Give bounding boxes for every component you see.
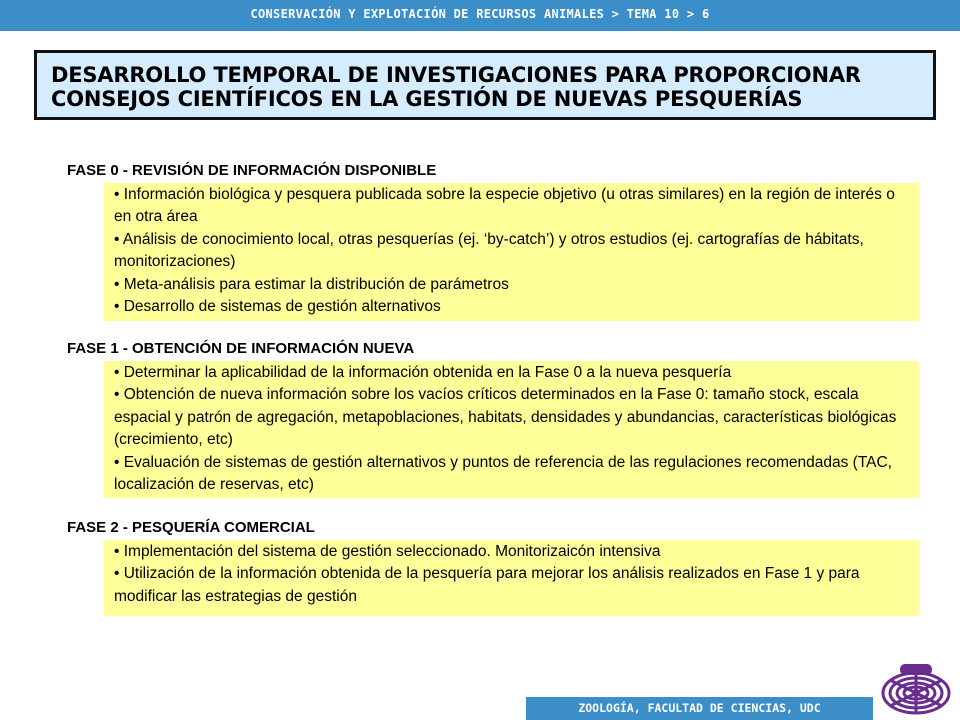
phase-1-item: • Evaluación de sistemas de gestión alternativos y puntos de referencia de las regulaciones recomendadas (TAC, localización de reservas, etc) [114,453,892,494]
slide-title-box [34,50,936,120]
phase-0-box [104,183,919,321]
phase-0-heading: FASE 0 - REVISIÓN DE INFORMACIÓN DISPONIBLE [67,162,437,179]
udc-university-logo-icon [876,660,956,718]
phase-0-item: • Información biológica y pesquera publicada sobre la especie objetivo (u otras similares) en la región de interés o en otra área [114,186,895,226]
phase-0-item: • Desarrollo de sistemas de gestión alternativos [114,298,441,316]
slide-title-line-1: DESARROLLO TEMPORAL DE INVESTIGACIONES PARA PROPORCIONAR [51,63,861,87]
phase-2-heading: FASE 2 - PESQUERÍA COMERCIAL [67,519,315,536]
phase-2-item: • Utilización de la información obtenida de la pesquería para mejorar los análisis realizados en Fase 1 y para modificar las estrategias de gestión [114,565,860,605]
phase-1-item: • Determinar la aplicabilidad de la información obtenida en la Fase 0 a la nueva pesquería [114,364,732,381]
phase-0-item: • Meta-análisis para estimar la distribución de parámetros [114,275,509,293]
phase-1-heading: FASE 1 - OBTENCIÓN DE INFORMACIÓN NUEVA [67,340,415,357]
footer-bar: ZOOLOGÍA, FACULTAD DE CIENCIAS, UDC [526,697,873,720]
phase-1-item: • Obtención de nueva información sobre los vacíos críticos determinados en la Fase 0: tamaño stock, escala espacial y patrón de agregación, metapoblaciones, habitats, densidades y abundancias, características biológicas (crecimiento, etc) [114,386,897,449]
slide-title-line-2: CONSEJOS CIENTÍFICOS EN LA GESTIÓN DE NUEVAS PESQUERÍAS [51,87,803,111]
phase-2-box [104,540,919,616]
phase-1-box [104,361,919,498]
phase-0-item: • Análisis de conocimiento local, otras pesquerías (ej. ‘by-catch’) y otros estudios (ej. cartografías de hábitats, monitorizaciones) [114,230,864,271]
header-breadcrumb: CONSERVACIÓN Y EXPLOTACIÓN DE RECURSOS ANIMALES > TEMA 10 > 6 [0,0,960,31]
phase-2-item: • Implementación del sistema de gestión seleccionado. Monitorizaicón intensiva [114,543,661,560]
